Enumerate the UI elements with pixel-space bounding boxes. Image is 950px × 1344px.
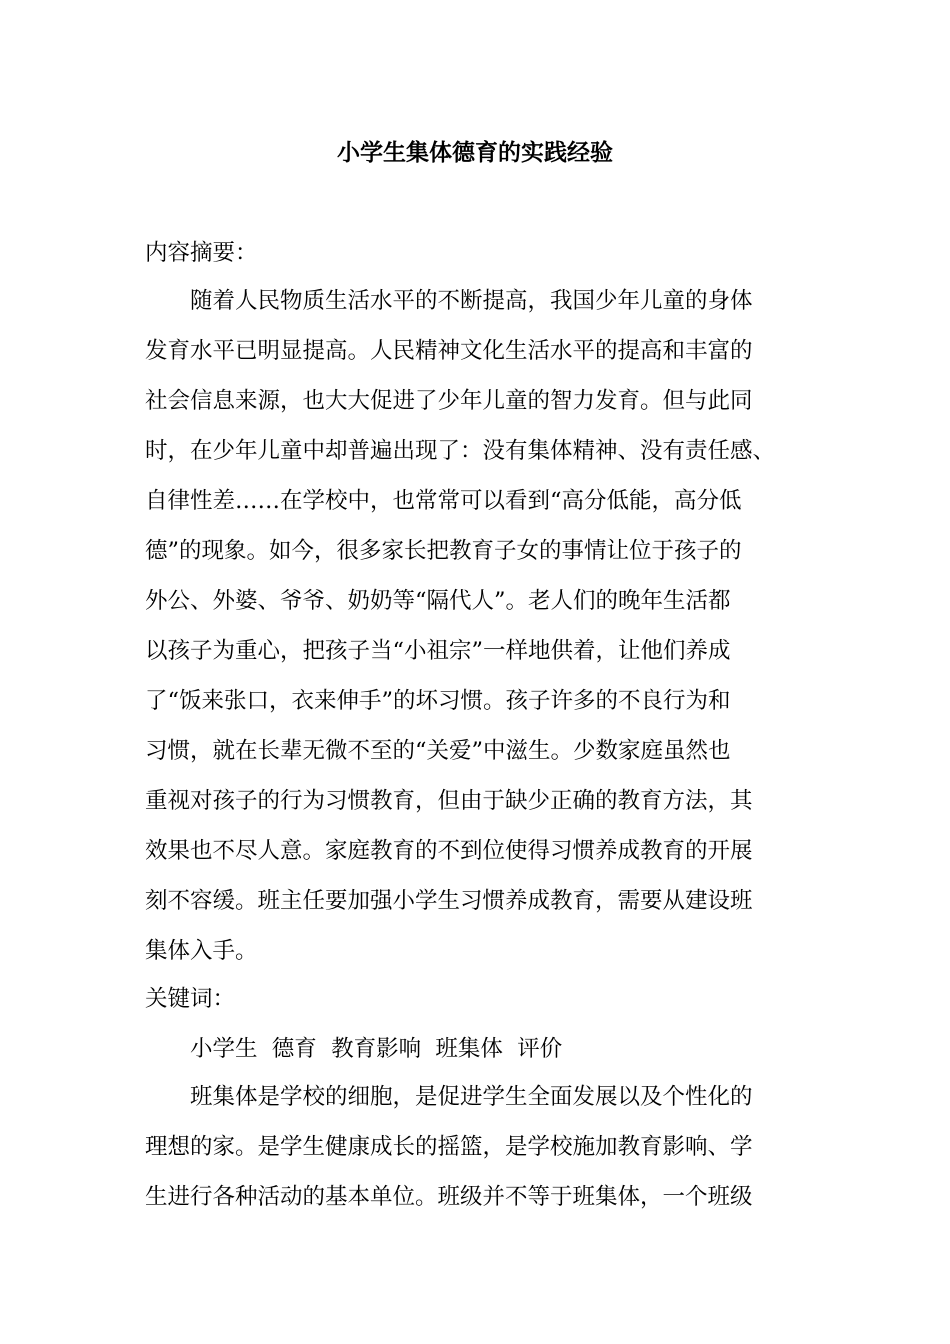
body-line: 理想的家。是学生健康成长的摇篮，是学校施加教育影响、学 [145, 1134, 753, 1160]
abstract-line: 重视对孩子的行为习惯教育，但由于缺少正确的教育方法，其 [145, 788, 753, 814]
abstract-line: 时，在少年儿童中却普遍出现了：没有集体精神、没有责任感、 [145, 438, 776, 464]
document-title: 小学生集体德育的实践经验 [337, 140, 613, 166]
abstract-line: 刻不容缓。班主任要加强小学生习惯养成教育，需要从建设班 [145, 888, 753, 914]
body-line: 班集体是学校的细胞，是促进学生全面发展以及个性化的 [190, 1084, 753, 1110]
abstract-line: 自律性差……在学校中，也常常可以看到“高分低能，高分低 [145, 488, 742, 514]
abstract-line: 习惯，就在长辈无微不至的“关爱”中滋生。少数家庭虽然也 [145, 738, 731, 764]
keywords-heading: 关键词： [145, 986, 236, 1012]
abstract-line: 了“饭来张口，衣来伸手”的坏习惯。孩子许多的不良行为和 [145, 688, 731, 714]
keywords-list: 小学生 德育 教育影响 班集体 评价 [190, 1036, 563, 1062]
abstract-line: 以孩子为重心，把孩子当“小祖宗”一样地供着，让他们养成 [145, 638, 731, 664]
abstract-line: 社会信息来源，也大大促进了少年儿童的智力发育。但与此同 [145, 388, 753, 414]
abstract-line: 效果也不尽人意。家庭教育的不到位使得习惯养成教育的开展 [145, 838, 753, 864]
abstract-line: 集体入手。 [145, 938, 258, 964]
abstract-line: 发育水平已明显提高。人民精神文化生活水平的提高和丰富的 [145, 338, 753, 364]
abstract-line: 外公、外婆、爷爷、奶奶等“隔代人”。老人们的晚年生活都 [145, 588, 731, 614]
body-line: 生进行各种活动的基本单位。班级并不等于班集体，一个班级 [145, 1184, 753, 1210]
abstract-heading: 内容摘要： [145, 240, 258, 266]
abstract-line: 德”的现象。如今，很多家长把教育子女的事情让位于孩子的 [145, 538, 742, 564]
abstract-line: 随着人民物质生活水平的不断提高，我国少年儿童的身体 [190, 288, 753, 314]
